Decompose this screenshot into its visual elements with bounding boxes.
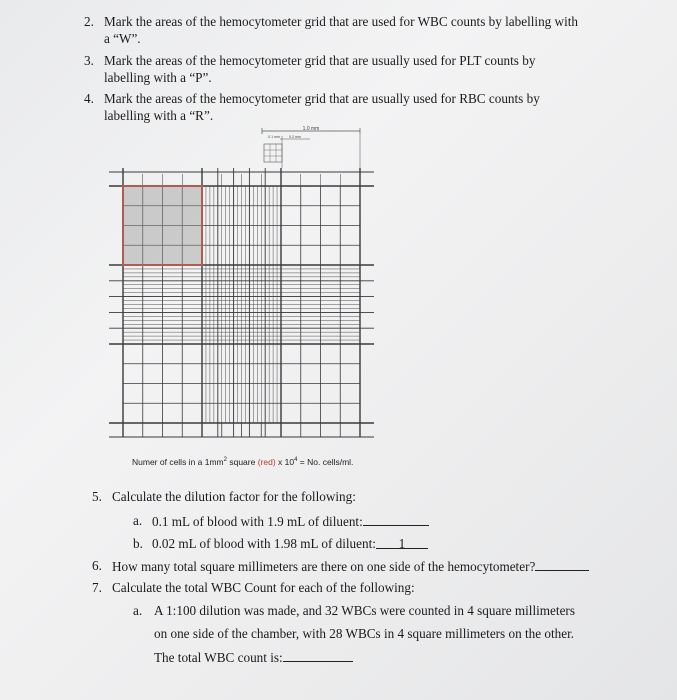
q4-number: 4. bbox=[84, 91, 94, 106]
q7-text: Calculate the total WBC Count for each of the following: bbox=[112, 580, 415, 595]
q2-text-line2: a “W”. bbox=[104, 31, 141, 46]
label-02mm: 0.2 mm bbox=[289, 135, 301, 139]
label-01mm: 0.1 mm bbox=[268, 135, 280, 139]
q3-number: 3. bbox=[84, 53, 94, 68]
q4-text-line2: labelling with a “R”. bbox=[104, 108, 214, 123]
q3-text-line2: labelling with a “P”. bbox=[104, 70, 212, 85]
q4-text-line1: Mark the areas of the hemocytometer grid that are usually used for RBC counts by bbox=[104, 91, 540, 106]
highlighted-1mm-square bbox=[123, 186, 202, 265]
q7a-label: a. bbox=[133, 603, 143, 618]
q5a-label: a. bbox=[133, 513, 143, 528]
q6-answer-blank[interactable] bbox=[535, 558, 589, 571]
q5a-answer-blank[interactable] bbox=[363, 513, 429, 526]
q5a-text: 0.1 mL of blood with 1.9 mL of diluent: bbox=[152, 513, 429, 530]
hemocytometer-diagram bbox=[102, 124, 392, 459]
q6-number: 6. bbox=[92, 558, 102, 573]
q5-text: Calculate the dilution factor for the following: bbox=[112, 489, 356, 504]
grid-caption: Numer of cells in a $1mm^2$ square (red) x $10^4 = No$. cells/ml. bbox=[132, 457, 354, 467]
q6-text: How many total square millimeters are there on one side of the hemocytometer? bbox=[112, 558, 589, 575]
hemocytometer-grid bbox=[102, 124, 392, 454]
q5b-answer-blank[interactable]: 1 bbox=[376, 536, 428, 549]
q7a-answer-blank[interactable] bbox=[283, 649, 353, 662]
q7a-line3: The total WBC count is: bbox=[154, 649, 353, 666]
q3-text-line1: Mark the areas of the hemocytometer grid that are usually used for PLT counts by bbox=[104, 53, 536, 68]
q5b-label: b. bbox=[133, 536, 143, 551]
q7a-line2: on one side of the chamber, with 28 WBCs in 4 square millimeters on the other. bbox=[154, 626, 575, 641]
q2-text-line1: Mark the areas of the hemocytometer grid that are used for WBC counts by labelling with bbox=[104, 14, 579, 29]
q2-number: 2. bbox=[84, 14, 94, 29]
q5-number: 5. bbox=[92, 489, 102, 504]
q7-number: 7. bbox=[92, 580, 102, 595]
label-1mm: 1.0 mm bbox=[302, 126, 320, 132]
q5b-text: 0.02 mL of blood with 1.98 mL of diluent: 1 bbox=[152, 536, 428, 552]
q7a-line1: A 1:100 dilution was made, and 32 WBCs were counted in 4 square millimeters bbox=[154, 603, 575, 618]
